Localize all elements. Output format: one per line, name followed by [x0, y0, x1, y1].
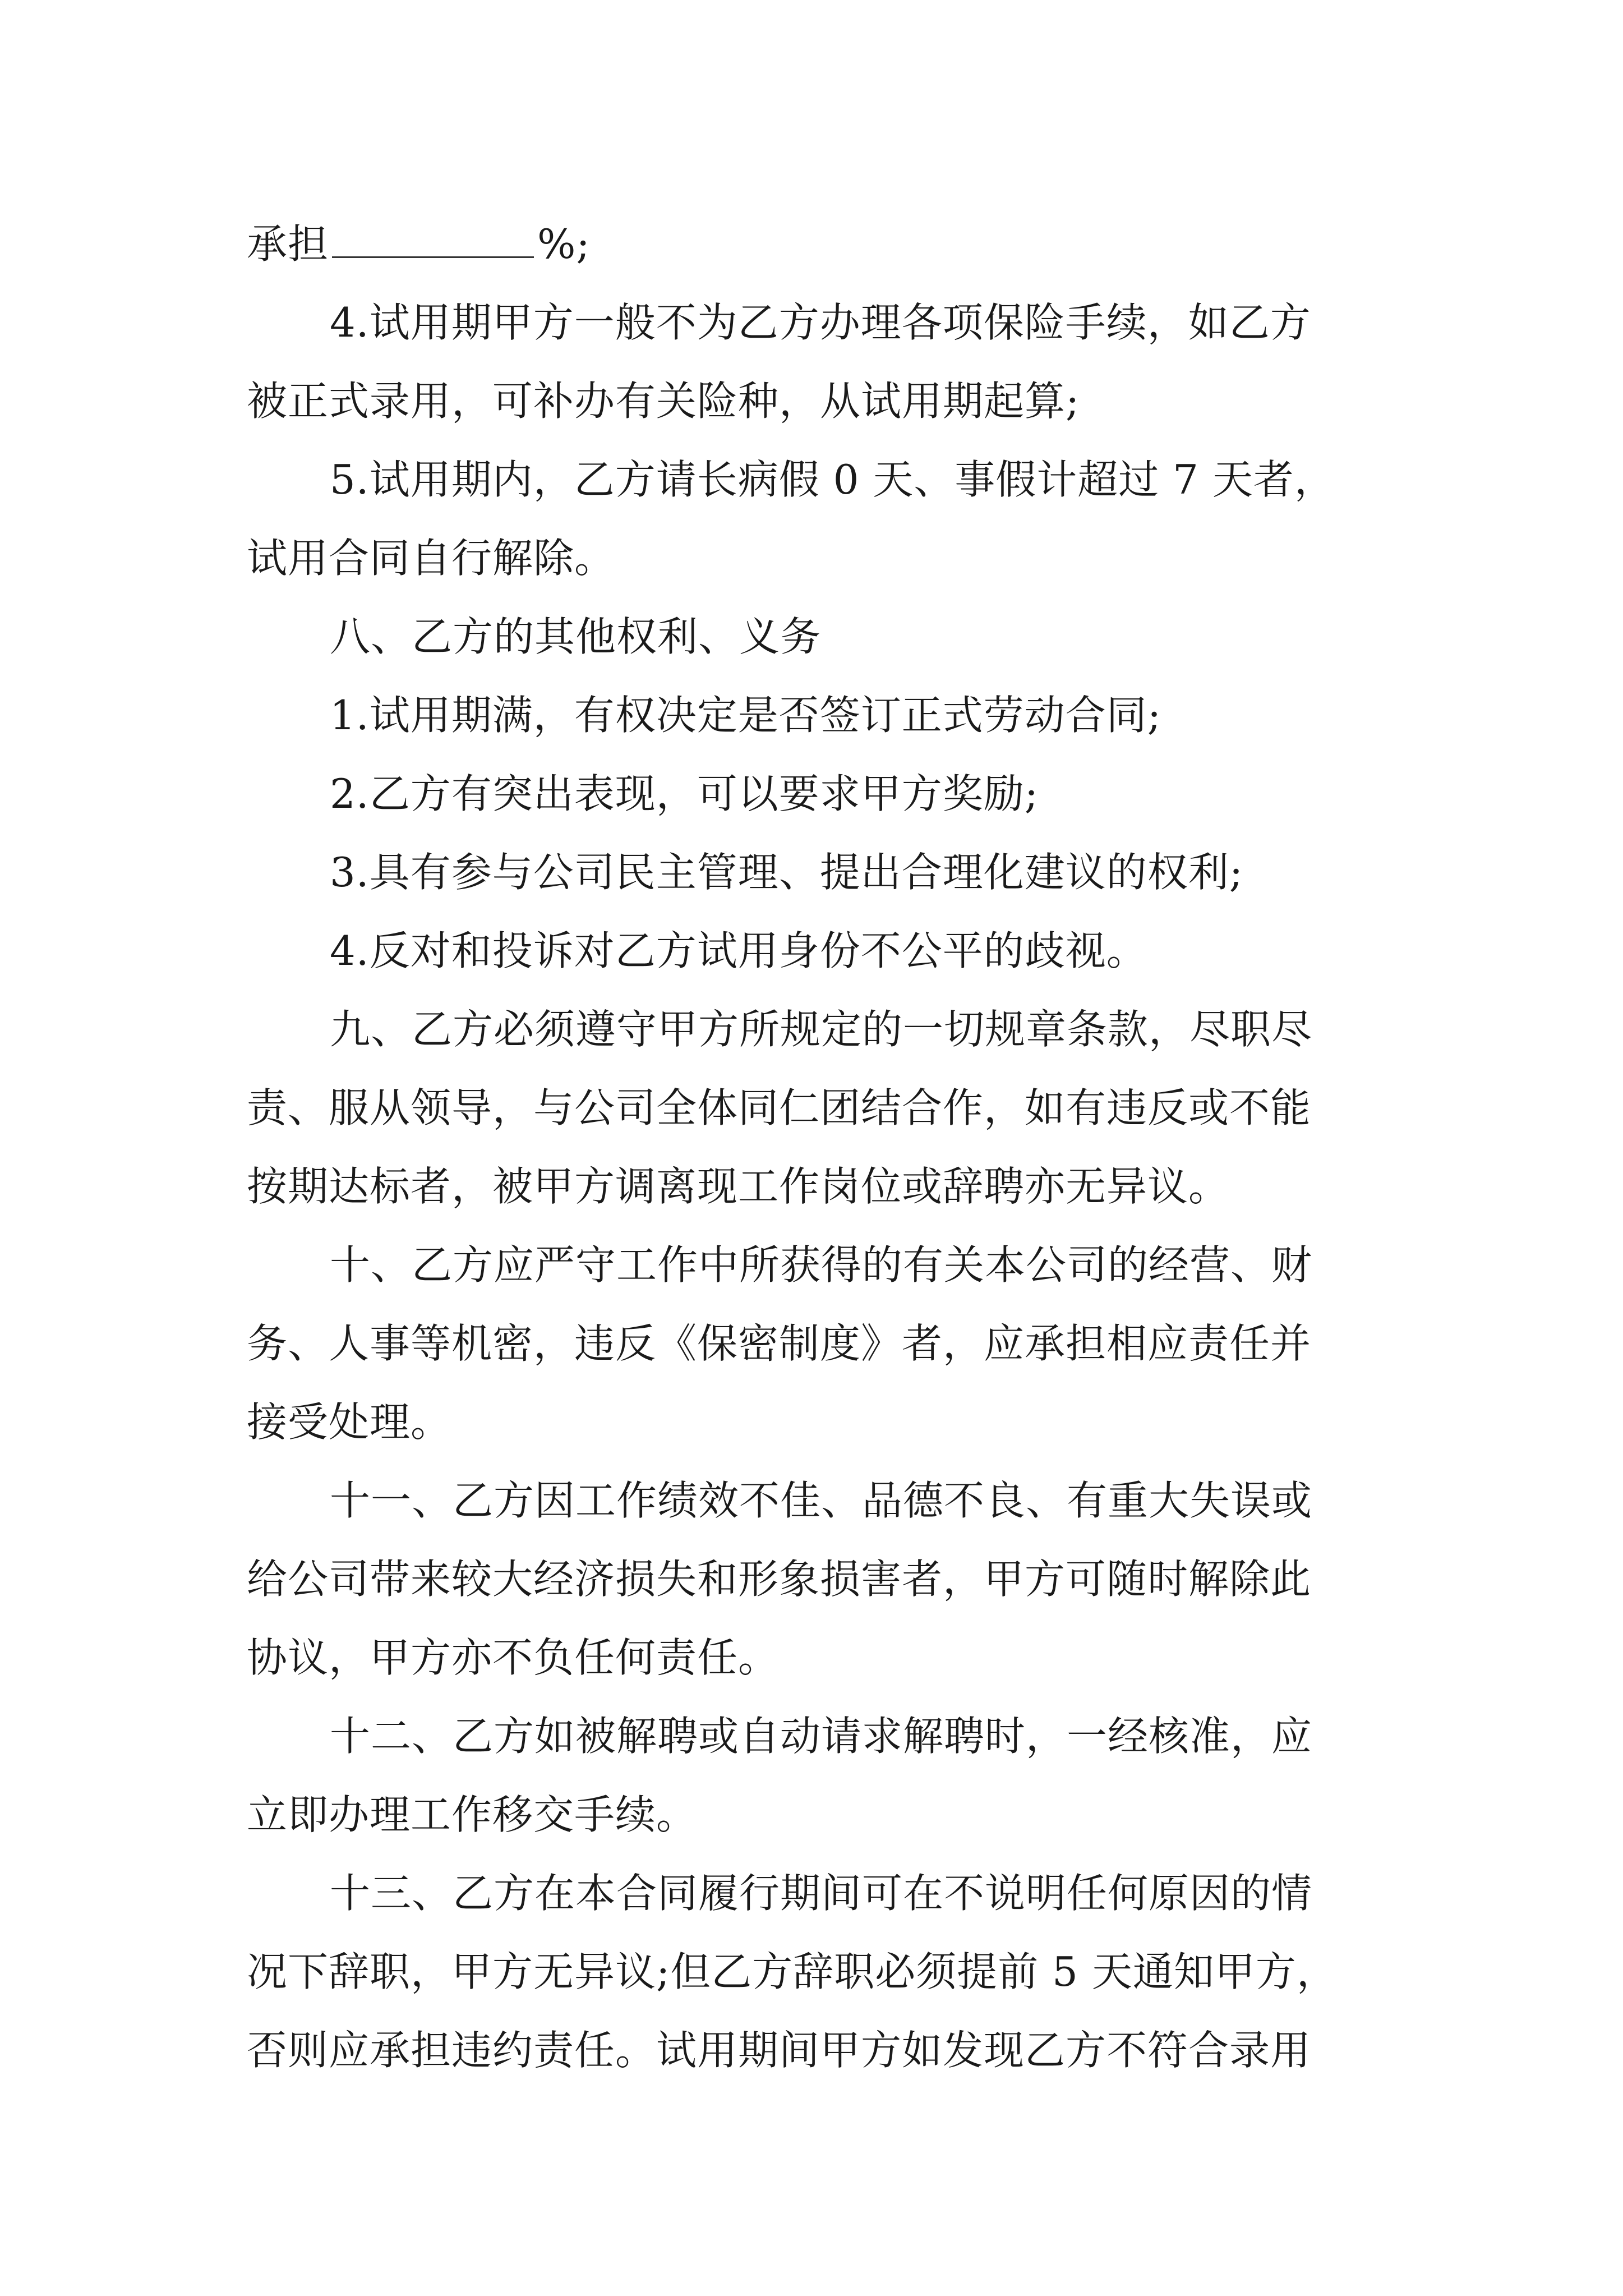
paragraph-first-line: 九、乙方必须遵守甲方所规定的一切规章条款，尽职尽 [330, 1006, 1313, 1053]
text-line: 接受处理。 [247, 1398, 452, 1446]
fill-in-blank [332, 223, 534, 258]
text-line: 协议，甲方亦不负任何责任。 [247, 1634, 780, 1681]
text-line: 责、服从领导，与公司全体同仁团结合作，如有违反或不能 [247, 1084, 1312, 1131]
text-line: 被正式录用，可补办有关险种，从试用期起算; [247, 378, 1080, 425]
paragraph-first-line: 5.试用期内，乙方请长病假 0 天、事假计超过 7 天者， [330, 456, 1335, 503]
text-segment: 承担 [247, 220, 329, 268]
list-item: 2.乙方有突出表现，可以要求甲方奖励; [330, 770, 1039, 817]
list-item: 1.试用期满，有权决定是否签订正式劳动合同; [330, 692, 1161, 739]
text-line [247, 205, 591, 283]
list-item: 4.反对和投诉对乙方试用身份不公平的歧视。 [330, 927, 1147, 974]
paragraph-first-line: 十二、乙方如被解聘或自动请求解聘时，一经核准，应 [330, 1713, 1313, 1760]
text-line: 况下辞职，甲方无异议;但乙方辞职必须提前 5 天通知甲方， [247, 1948, 1338, 1995]
list-item: 3.具有参与公司民主管理、提出合理化建议的权利; [330, 849, 1243, 896]
paragraph-first-line: 十三、乙方在本合同履行期间可在不说明任何原因的情 [330, 1870, 1313, 1917]
paragraph-first-line: 十一、乙方因工作绩效不佳、品德不良、有重大失误或 [330, 1477, 1313, 1524]
text-line: 立即办理工作移交手续。 [247, 1791, 698, 1838]
paragraph-first-line: 4.试用期甲方一般不为乙方办理各项保险手续，如乙方 [330, 299, 1311, 346]
text-segment: %; [537, 220, 591, 268]
text-line: 务、人事等机密，违反《保密制度》者，应承担相应责任并 [247, 1320, 1312, 1367]
text-line: 试用合同自行解除。 [247, 535, 616, 582]
text-line: 否则应承担违约责任。试用期间甲方如发现乙方不符合录用 [247, 2027, 1312, 2074]
text-line: 按期达标者，被甲方调离现工作岗位或辞聘亦无异议。 [247, 1163, 1230, 1210]
text-line: 给公司带来较大经济损失和形象损害者，甲方可随时解除此 [247, 1556, 1312, 1603]
section-heading: 八、乙方的其他权利、义务 [330, 613, 822, 660]
paragraph-first-line: 十、乙方应严守工作中所获得的有关本公司的经营、财 [330, 1241, 1313, 1289]
document-body [247, 0, 1391, 2296]
